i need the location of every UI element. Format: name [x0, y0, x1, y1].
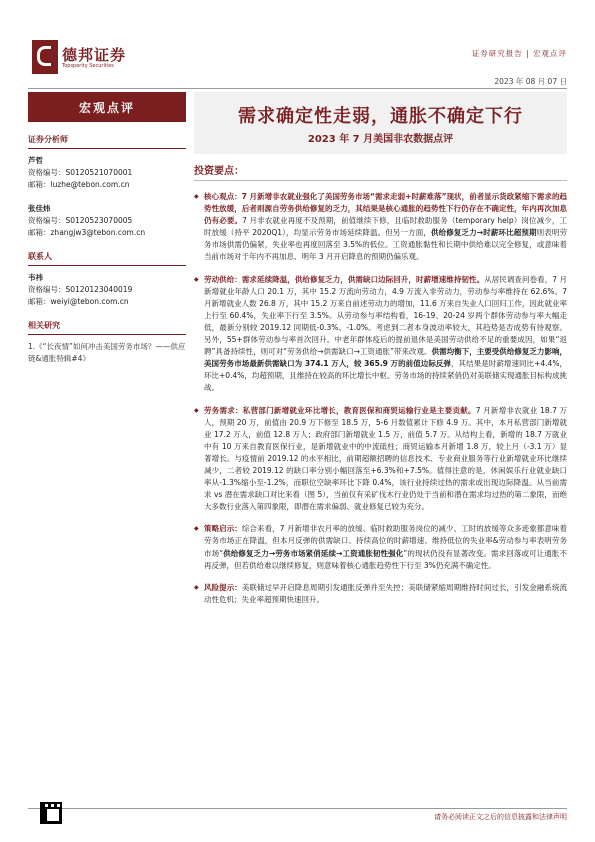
page-subtitle: 2023 年 7 月美国非农数据点评 [307, 134, 454, 145]
analysts-heading: 证券分析师 [28, 134, 186, 149]
contact-cert: 资格编号：S0120123040019 [28, 285, 133, 294]
bullet-bold: 供给修复乏力→时薪环比超预期 [431, 228, 537, 238]
contacts-heading: 联系人 [28, 251, 186, 266]
logo-mark [32, 40, 58, 74]
bullet-emphasis: 私营部门新增就业环比增长，教育医保和商贸运输行业是主要贡献。 [242, 405, 476, 415]
main-content [194, 92, 567, 804]
analyst-email[interactable]: 邮箱：luzhe@tebon.com.cn [28, 180, 130, 189]
investment-points-heading: 投资要点： [194, 162, 567, 181]
related-report-link[interactable]: 1.《“长夜情”如何冲击美国劳务市场？——供应链&通胀特辑#4》 [28, 342, 186, 363]
bullet-text: 7 月非农就业再度不及预期，前值继续下修，且临时救助服务（temporary help）岗位减少，工时放缓（持平 2020Q1），均显示劳务市场延续降温。但另一方面， [204, 216, 567, 238]
bullet-label: 核心观点： [204, 192, 242, 201]
contact-name: 韦祎 [28, 273, 43, 282]
analyst-email[interactable]: 邮箱：zhangjw3@tebon.com.cn [28, 228, 146, 237]
analyst-cert: 资格编号：S0120521070001 [28, 168, 133, 177]
footer-disclaimer: 请务必阅读正文之后的信息披露和法律声明 [434, 813, 567, 821]
bullet-bold: 供给修复乏力→劳务市场紧俏延续→工资通胀韧性强化 [223, 548, 404, 558]
bullet-bold: 供需均衡下，主要受供给修复乏力影响，美国劳务市场最新供需缺口为 374.1 万人，较 365.9 万的前值边际反弹 [204, 347, 568, 369]
bullet-text: 美联储过早开启降息周期引发通胀反弹并至失控；美联储紧缩周期维持时间过长，引发金融系统流动性危机；失业率超预期快速回升。 [204, 582, 568, 604]
report-date: 2023 年 08 月 07 日 [494, 77, 567, 86]
sidebar [28, 92, 186, 804]
contacts-section [28, 251, 186, 308]
bullet-label: 劳务需求： [204, 405, 243, 415]
page-title: 需求确定性走弱，通胀不确定下行 [238, 106, 523, 127]
bullet-labor-supply [194, 274, 567, 395]
logo-subtext: Topsperity Securities [62, 63, 114, 69]
bullet-core-view [194, 191, 567, 264]
report-type-title: 宏观点评 [28, 92, 186, 122]
report-tag: 证券研究报告 | 宏观点评 [471, 49, 567, 58]
related-research-section [28, 320, 186, 365]
bullet-text: ”的现状仍没有显著改变。需求回落或可让通胀不再反弹，但若供给难以继续修复，则意味着核心通胀趋势性下行至 3%仍充满不确定性。 [204, 548, 567, 570]
contact-card [28, 272, 186, 308]
header-divider [28, 88, 567, 89]
analysts-section [28, 134, 186, 239]
analyst-card [28, 155, 186, 191]
related-research-heading: 相关研究 [28, 320, 186, 335]
bullet-text: 7 月新增非农就业 18.7 万人，预期 20 万，前值由 20.9 万下修至 18.5 万，5-6 月数值累计下修 4.9 万。其中，本月私营部门新增就业 17.2 万人，前值 12.8 万人；政府部门新增就业 1.5 万，前值 5.7 万。从结构上看，新增的 18.7 万就业中有 10 万来自教育医保行业，是新增就业中的中流砥柱；商贸运输本月新增 1.8 万，较上月（-3.1 万）显著增长。与疫情前 2019.12 的水平相比，前期超额招聘的信息技术、专业商业服务等行业新增就业环比继续减少，二者较 2019.12 的缺口率分别小幅回落至+6.3%和+7.5%。值得注意的是，休闲娱乐行业就业缺口率从-1.3%缩小至-1.2%，而职位空缺率环比下降 0.4%，该行业持续过热的需求或出现边际降温。从当前需求 vs 潜在需求缺口对比来看（图 5），当前仅有采矿伐木行业仍处于当前和潜在需求均过热的第二象限，而绝大多数行业落入第四象限，即潜在需求偏弱、就业修复已较为充分。 [204, 405, 568, 512]
bullet-emphasis: 需求延续降温，供给修复乏力，供需缺口边际回升，时薪增速维持韧性。 [241, 274, 485, 284]
bullet-emphasis: 7 月新增非农就业强化了美国劳务市场“需求走弱+时薪难落”现状，前者显示货政紧缩下需求的趋势性放缓，后者则源自劳务供给修复的乏力，其结果是核心通胀的趋势性下行仍存在不确定性，年内再次加息仍有必要。 [204, 192, 567, 226]
bullet-labor-demand [194, 405, 567, 514]
title-panel [194, 92, 567, 154]
qr-code-icon [40, 802, 62, 824]
bullet-label: 劳动供给： [204, 274, 242, 284]
contact-email[interactable]: 邮箱：weiyi@tebon.com.cn [28, 297, 129, 306]
analyst-name: 芦哲 [28, 156, 43, 165]
analyst-card [28, 203, 186, 239]
bullet-label: 风险提示： [204, 582, 242, 592]
logo-text: 德邦证券 [62, 46, 127, 64]
bullet-text: 从居民调查问卷看，7 月新增就业年龄人口 20.1 万，其中 15.2 万流向劳动力，4.9 万流入非劳动力，劳动参与率维持在 62.6%。7 月新增就业人数 26.8 万，其中 15.2 万来自前述劳动力的增加，11.6 万来自失业人口回归工作，因此就业率上行至 60.4%，失业率下行至 3.5%。从劳动参与率结构看，16-19、20-24 岁两个群体劳动参与率大幅走低，最新分别较 2019.12 同期低-0.3%、-1.0%。考虑到二者本身波动率较大，其趋势是否成势有待观察。另外，55+群体劳动参与率首次回升。中老年群体疫后的提前退休是美国劳动供给不足的重要成因，如果“返聘”具备持续性，则可对“劳务供给→供需缺口→工资通胀”带来改观。 [204, 274, 568, 357]
bullet-text: 则表明劳务市场供需仍偏紧，失业率也再度回落至 3.5%的低位。工资通胀黏性和长期中供给难以完全修复，或意味着当前市场对于年内不再加息、明年 3 月开启降息的预期仍偏乐观。 [204, 228, 567, 262]
bullet-strategy [194, 523, 567, 571]
bullet-risk [194, 582, 567, 606]
analyst-name: 张佳炜 [28, 204, 51, 213]
footer-divider [28, 808, 567, 809]
bullet-text: 综合来看，7 月新增非农月率的放缓、临时救助服务岗位的减少、工时的放缓等众多迹象都意味着劳务市场正在降温，但本月反弹的供需缺口、持续高位的时薪增速、维持低位的失业率&劳动参与率表明劳务市场“ [204, 524, 568, 558]
analyst-cert: 资格编号：S0120523070005 [28, 216, 133, 225]
bullet-text: ，其结果是时薪增速同比+4.4%，环比+0.4%，均超预期，且维持在较高的环比增长中枢。劳务市场的持续紧俏仍对美联储实现通胀目标构成挑战。 [204, 359, 568, 393]
bullet-label: 策略启示： [204, 524, 242, 534]
